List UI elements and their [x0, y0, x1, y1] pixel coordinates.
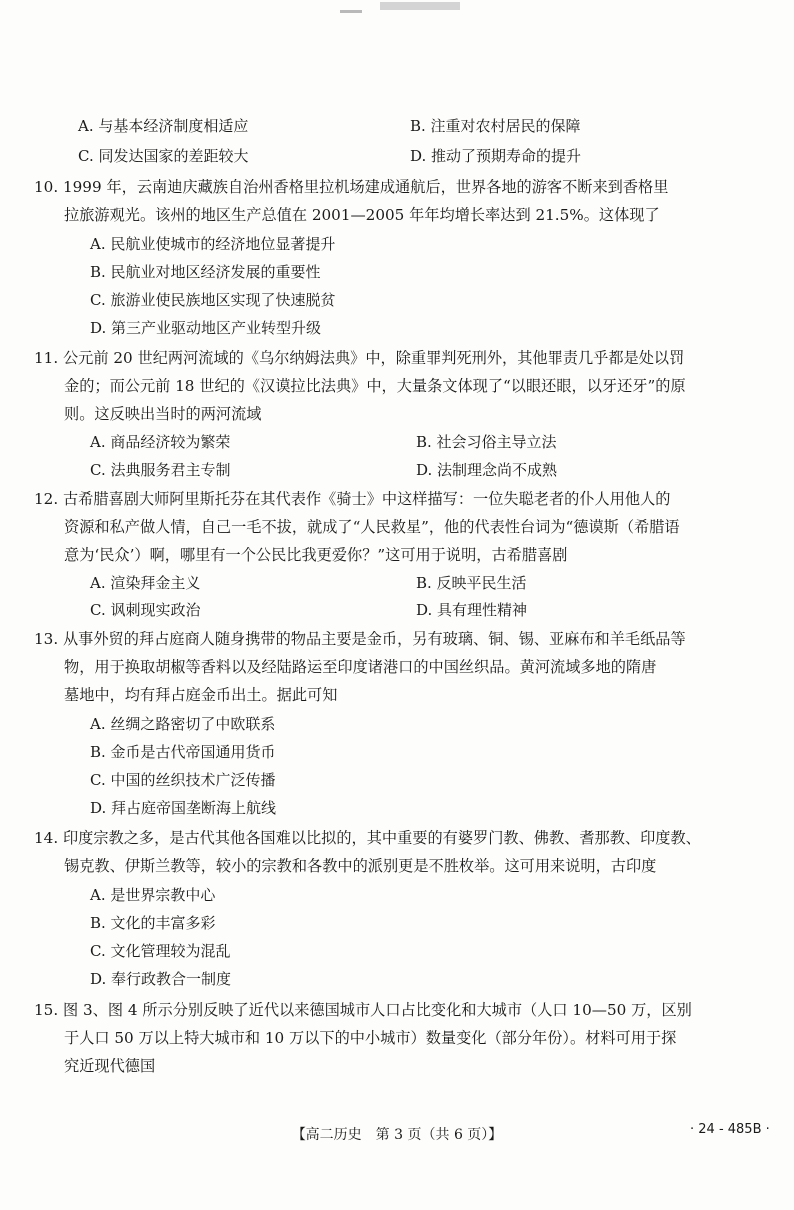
- q10-stem-line-1: 10. 1999 年，云南迪庆藏族自治州香格里拉机场建成通航后，世界各地的游客不断来到香格里: [34, 178, 669, 196]
- q10-stem-line-2: 拉旅游观光。该州的地区生产总值在 2001—2005 年年均增长率达到 21.5%。这体现了: [64, 206, 660, 224]
- q12-option-b: B. 反映平民生活: [416, 574, 527, 592]
- q15-stem-line-3: 究近现代德国: [64, 1057, 156, 1075]
- q11-option-c: C. 法典服务君主专制: [90, 461, 231, 479]
- q14-stem-line-1: 14. 印度宗教之多，是古代其他各国难以比拟的，其中重要的有婆罗门教、佛教、耆那教、印度教、: [34, 829, 701, 847]
- q12-stem-line-3: 意为‘民众’）啊，哪里有一个公民比我更爱你？”这可用于说明，古希腊喜剧: [64, 546, 568, 564]
- q11-option-a: A. 商品经济较为繁荣: [90, 433, 231, 451]
- q10-option-c: C. 旅游业使民族地区实现了快速脱贫: [90, 291, 336, 309]
- q12-stem-line-1: 12. 古希腊喜剧大师阿里斯托芬在其代表作《骑士》中这样描写：一位失聪老者的仆人用他人的: [34, 490, 671, 508]
- paper-code: · 24 - 485B ·: [690, 1122, 770, 1137]
- q13-stem-line-1: 13. 从事外贸的拜占庭商人随身携带的物品主要是金币，另有玻璃、铜、锡、亚麻布和羊毛纸品等: [34, 630, 686, 648]
- q13-stem-line-3: 墓地中，均有拜占庭金币出土。据此可知: [64, 686, 338, 704]
- q15-stem-line-2: 于人口 50 万以上特大城市和 10 万以下的中小城市）数量变化（部分年份）。材料可用于探: [64, 1029, 677, 1047]
- q14-stem-line-2: 锡克教、伊斯兰教等，较小的宗教和各教中的派别更是不胜枚举。这可用来说明，古印度: [64, 857, 657, 875]
- q10-option-d: D. 第三产业驱动地区产业转型升级: [90, 319, 322, 337]
- q14-option-a: A. 是世界宗教中心: [90, 886, 216, 904]
- q11-stem-line-1: 11. 公元前 20 世纪两河流域的《乌尔纳姆法典》中，除重罪判死刑外，其他罪责几乎都是处以罚: [34, 349, 685, 367]
- q12-stem-line-2: 资源和私产做人情，自己一毛不拔，就成了“人民救星”，他的代表性台词为“德谟斯（希腊语: [64, 518, 680, 536]
- q10-option-b: B. 民航业对地区经济发展的重要性: [90, 263, 321, 281]
- q13-option-b: B. 金币是古代帝国通用货币: [90, 743, 276, 761]
- q13-stem-line-2: 物，用于换取胡椒等香料以及经陆路运至印度诸港口的中国丝织品。黄河流域多地的隋唐: [64, 658, 657, 676]
- q11-option-b: B. 社会习俗主导立法: [416, 433, 557, 451]
- q9-option-c: C. 同发达国家的差距较大: [78, 147, 249, 165]
- q15-stem-line-1: 15. 图 3、图 4 所示分别反映了近代以来德国城市人口占比变化和大城市（人口 10—50 万，区别: [34, 1001, 692, 1019]
- page-footer: 【高二历史 第 3 页（共 6 页）】: [291, 1127, 503, 1143]
- q9-option-a: A. 与基本经济制度相适应: [78, 117, 249, 135]
- scan-mark: [340, 2, 460, 16]
- q9-option-d: D. 推动了预期寿命的提升: [410, 147, 582, 165]
- q11-stem-line-3: 则。这反映出当时的两河流域: [64, 405, 262, 423]
- q13-option-a: A. 丝绸之路密切了中欧联系: [90, 715, 276, 733]
- q12-option-d: D. 具有理性精神: [416, 601, 528, 619]
- q12-option-c: C. 讽刺现实政治: [90, 601, 201, 619]
- q13-option-c: C. 中国的丝织技术广泛传播: [90, 771, 276, 789]
- q12-option-a: A. 渲染拜金主义: [90, 574, 201, 592]
- q13-option-d: D. 拜占庭帝国垄断海上航线: [90, 799, 277, 817]
- q10-option-a: A. 民航业使城市的经济地位显著提升: [90, 235, 336, 253]
- q14-option-d: D. 奉行政教合一制度: [90, 970, 232, 988]
- q11-option-d: D. 法制理念尚不成熟: [416, 461, 558, 479]
- q11-stem-line-2: 金的；而公元前 18 世纪的《汉谟拉比法典》中，大量条文体现了“以眼还眼，以牙还牙”的原: [64, 377, 686, 395]
- q14-option-c: C. 文化管理较为混乱: [90, 942, 231, 960]
- q14-option-b: B. 文化的丰富多彩: [90, 914, 216, 932]
- q9-option-b: B. 注重对农村居民的保障: [410, 117, 581, 135]
